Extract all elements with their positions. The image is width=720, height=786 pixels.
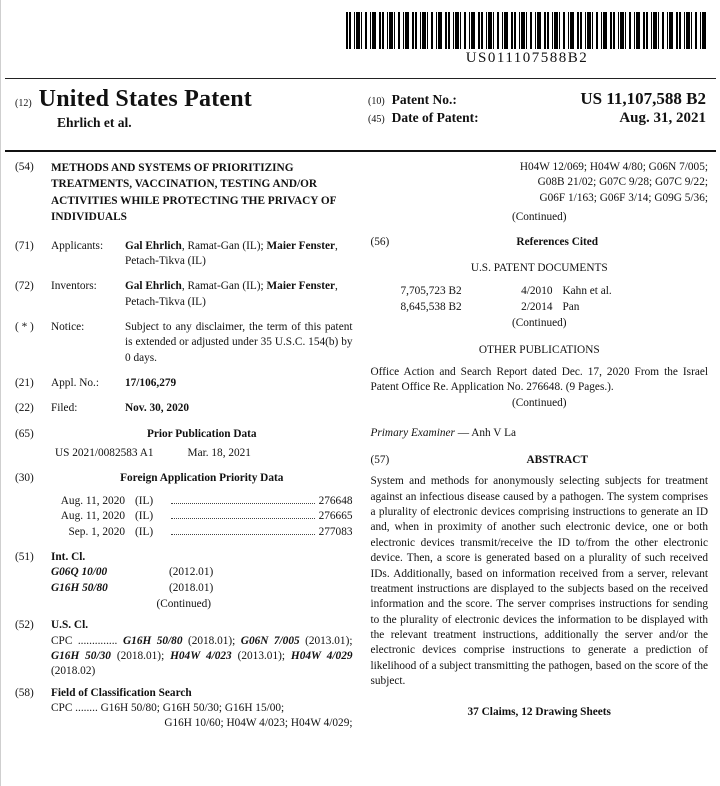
section-appl-no-21 [15, 376, 353, 391]
prior-pub-number: US 2021/0082583 A1 [55, 447, 154, 460]
applicants-label: Applicants: [51, 239, 104, 252]
int-cl-heading: Int. Cl. [51, 550, 86, 563]
notice-label: Notice: [51, 320, 85, 333]
claims-line: 37 Claims, 12 Drawing Sheets [467, 706, 611, 719]
header-right [368, 86, 706, 131]
cpc-cont-line: H04W 12/069; H04W 4/80; G06N 7/005; [519, 161, 708, 173]
notice-text: Subject to any disclaimer, the term of this patent is extended or adjusted under 35 U.S.C. 154(b) by 0 days. [125, 320, 353, 364]
inventor-location: , Petach-Tikva (IL) [125, 280, 338, 308]
primary-examiner-name: — Anh V La [454, 426, 516, 439]
applicant-location: , Ramat-Gan (IL); [181, 239, 267, 252]
continued-note: (Continued) [511, 316, 567, 329]
int-cl-row [51, 581, 353, 596]
section-int-cl-51 [15, 550, 353, 612]
cpc-year: (2018.01); [182, 634, 241, 647]
header-left [15, 86, 252, 131]
us-patent-docs-heading: U.S. PATENT DOCUMENTS [470, 261, 608, 274]
document-title: United States Patent [38, 86, 252, 112]
field-tag-22: (22) [15, 402, 34, 415]
field-tag-30: (30) [15, 472, 34, 485]
ref-date: 2/2014 [521, 300, 553, 313]
priority-row [37, 525, 353, 540]
cpc-label: CPC .............. [51, 634, 124, 647]
field-tag-star: ( * ) [15, 320, 34, 333]
dot-leader [171, 518, 315, 519]
dot-leader [171, 503, 315, 504]
priority-number: 276648 [318, 494, 353, 507]
applicant-location: , Petach-Tikva (IL) [125, 239, 338, 267]
priority-row [37, 509, 353, 524]
priority-row [37, 494, 353, 509]
section-prior-pub-65 [15, 427, 353, 462]
appl-no-value: 17/106,279 [125, 377, 177, 390]
author-line: Ehrlich et al. [57, 115, 132, 130]
ref-number: 7,705,723 B2 [400, 285, 462, 298]
cpc-code: G06N 7/005 [240, 634, 300, 647]
cpc-code: G16H 50/30 [51, 650, 111, 663]
field-tag-51: (51) [15, 550, 34, 563]
field-tag-57: (57) [370, 454, 390, 467]
cpc-year: (2018.01); [110, 650, 171, 663]
filed-label: Filed: [51, 402, 78, 415]
section-applicants-71 [15, 239, 353, 270]
field-tag-54: (54) [15, 161, 34, 173]
cpc-year: (2013.01); [231, 650, 291, 663]
left-column [15, 160, 353, 786]
barcode-text: US011107588B2 [465, 50, 589, 66]
priority-heading: Foreign Application Priority Data [120, 472, 284, 485]
int-cl-year: (2012.01) [169, 566, 214, 579]
field-tag-10: (10) [368, 96, 385, 107]
inventor-name: Maier Fenster [266, 280, 335, 293]
section-inventors-72 [15, 279, 353, 310]
prior-pub-heading: Prior Publication Data [146, 427, 257, 440]
cpc-year: (2018.02) [51, 665, 96, 678]
section-us-cl-52 [15, 618, 353, 679]
cpc-code: H04W 4/023 [170, 650, 232, 663]
continued-note: (Continued) [156, 597, 212, 610]
field-search-line2: G16H 10/60; H04W 4/023; H04W 4/029; [164, 717, 353, 730]
cpc-code: H04W 4/029 [290, 650, 353, 663]
int-cl-code: G06Q 10/00 [51, 566, 108, 579]
cpc-continuation [371, 160, 709, 225]
priority-country: (IL) [135, 510, 154, 523]
other-pubs-text: Office Action and Search Report dated Dec. 17, 2020 From the Israel Patent Office Re. Application No. 276648. (9 Pages.). [370, 365, 708, 393]
continued-note: (Continued) [511, 211, 567, 224]
field-tag-65: (65) [15, 427, 34, 440]
divider-top [5, 78, 716, 79]
appl-no-label: Appl. No.: [51, 377, 100, 390]
section-abstract-57 [371, 453, 709, 689]
barcode-block [346, 12, 708, 67]
primary-examiner-label: Primary Examiner [370, 426, 455, 439]
reference-row [401, 300, 709, 315]
primary-examiner-line [371, 426, 709, 441]
reference-row [401, 284, 709, 299]
other-pubs-heading: OTHER PUBLICATIONS [478, 344, 600, 357]
references-table [401, 284, 709, 315]
int-cl-row [51, 565, 353, 580]
priority-number: 277083 [318, 525, 353, 538]
field-tag-56: (56) [370, 236, 390, 249]
section-priority-30 [15, 471, 353, 539]
inventors-label: Inventors: [51, 280, 97, 293]
priority-number: 276665 [318, 510, 353, 523]
int-cl-code: G16H 50/80 [51, 581, 108, 594]
field-tag-58: (58) [15, 686, 34, 699]
field-tag-45: (45) [368, 114, 385, 125]
applicant-name: Maier Fenster [266, 239, 335, 252]
priority-date: Aug. 11, 2020 [60, 510, 125, 523]
abstract-text: System and methods for anonymously selecting subjects for treatment against an infectious disease caused by a pathogen. The system comprises a plurality of electronic devices comprising instructions to generate an ID and, when in proximity of another such electronic device, one or both electronic devices transmit/receive the ID to/from the other electronic device. Then, a score is generated based on a plurality of such received IDs. Additionally, based on information received from a server, relevant treatment instructions are displayed to the subjects based on the received information and the score. The server comprises instructions for sending to the plurality of electronic devices the information to be displayed with the relevant treatment instructions, additionally the server and/or the electronic devices comprise instructions to generate a prediction of likelihood of a subject transmitting the pathogen, based on the score of the subject. [370, 475, 708, 688]
field-tag-21: (21) [15, 377, 34, 390]
inventor-name: Gal Ehrlich [125, 280, 182, 293]
section-references-56 [371, 235, 709, 331]
header [15, 86, 706, 131]
dot-leader [171, 534, 315, 535]
references-heading: References Cited [516, 236, 599, 249]
ref-name: Kahn et al. [562, 285, 612, 298]
section-field-search-58 [15, 686, 353, 732]
us-cl-cpc [51, 634, 353, 680]
priority-date: Aug. 11, 2020 [60, 494, 125, 507]
priority-date: Sep. 1, 2020 [68, 525, 125, 538]
continued-note: (Continued) [511, 397, 567, 410]
ref-number: 8,645,538 B2 [400, 300, 462, 313]
cpc-code: G16H 50/80 [123, 634, 183, 647]
filed-value: Nov. 30, 2020 [125, 402, 190, 415]
divider-header [5, 150, 716, 152]
patent-date-label: Date of Patent: [391, 110, 479, 125]
field-tag-72: (72) [15, 280, 34, 293]
int-cl-year: (2018.01) [169, 581, 214, 594]
cpc-year: (2013.01); [299, 634, 353, 647]
field-search-line1: CPC ........ G16H 50/80; G16H 50/30; G16H 15/00; [51, 702, 285, 715]
priority-country: (IL) [135, 494, 154, 507]
field-tag-52: (52) [15, 619, 34, 632]
inventors-value [125, 279, 353, 310]
patent-date: Aug. 31, 2021 [619, 110, 706, 126]
patent-number: US 11,107,588 B2 [580, 89, 706, 108]
section-other-publications [371, 343, 709, 411]
us-cl-heading: U.S. Cl. [51, 619, 89, 632]
field-search-heading: Field of Classification Search [51, 686, 192, 699]
section-title-54 [15, 160, 353, 226]
ref-date: 4/2010 [521, 285, 553, 298]
prior-pub-date: Mar. 18, 2021 [187, 447, 251, 460]
priority-country: (IL) [135, 525, 154, 538]
abstract-heading: ABSTRACT [526, 454, 589, 467]
patent-no-label: Patent No.: [391, 92, 457, 107]
applicant-name: Gal Ehrlich [125, 239, 182, 252]
field-tag-12: (12) [15, 98, 32, 109]
cpc-cont-line: G06F 1/163; G06F 3/14; G09G 5/36; [539, 191, 708, 204]
invention-title: METHODS AND SYSTEMS OF PRIORITIZING TREATMENTS, VACCINATION, TESTING AND/OR ACTIVITIES WHILE PROTECTING THE PRIVACY OF INDIVIDUALS [51, 162, 337, 224]
ref-name: Pan [562, 300, 580, 313]
body [15, 160, 708, 786]
barcode-icon [346, 12, 708, 49]
section-filed-22 [15, 401, 353, 416]
applicants-value [125, 239, 353, 270]
section-notice [15, 320, 353, 366]
field-tag-71: (71) [15, 239, 34, 252]
right-column [371, 160, 709, 786]
cpc-cont-line: G08B 21/02; G07C 9/28; G07C 9/22; [537, 176, 708, 189]
inventor-location: , Ramat-Gan (IL); [181, 280, 267, 293]
